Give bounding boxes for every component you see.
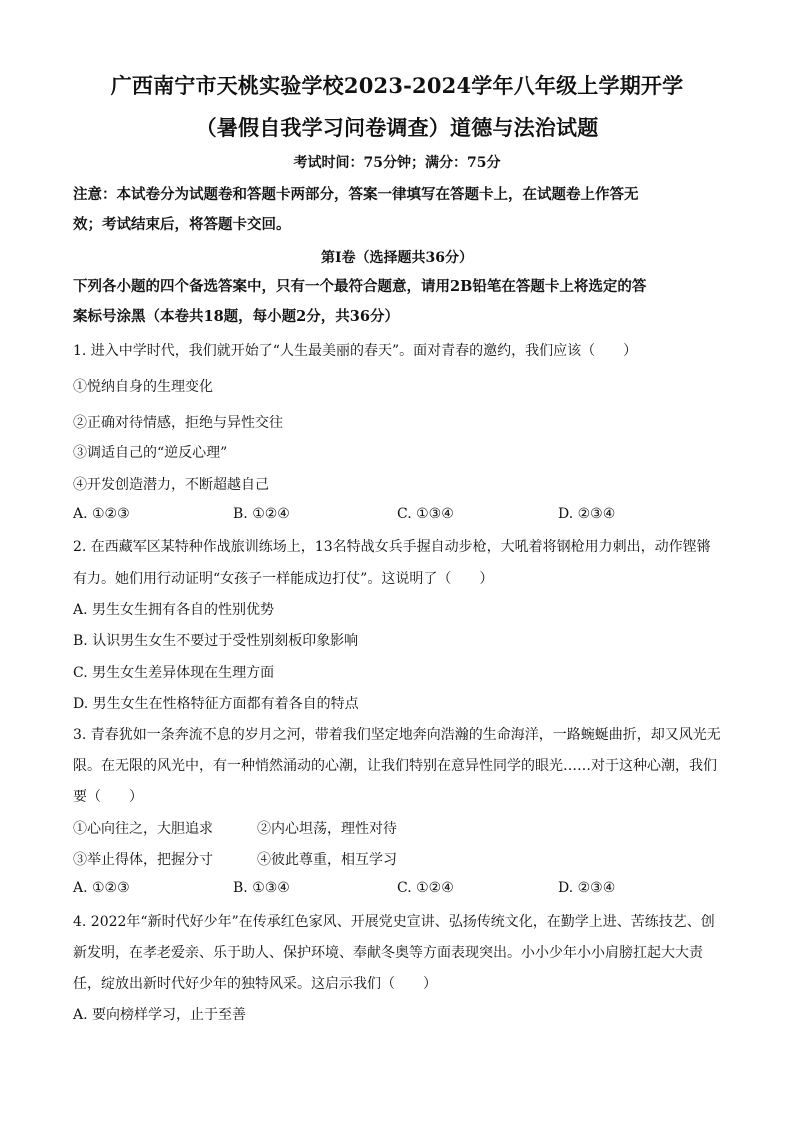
q4-option-a: A. 要向榜样学习，止于至善: [73, 1007, 247, 1023]
q1-statement-2: ②正确对待情感，拒绝与异性交往: [73, 415, 283, 431]
q1-statement-4: ④开发创造潜力，不断超越自己: [73, 477, 269, 493]
q2-stem-line1: 2. 在西藏军区某特种作战旅训练场上，13名特战女兵手握自动步枪，大吼着将钢枪用力刺出，动作铿锵: [73, 539, 711, 555]
q4-stem-line3: 任，绽放出新时代好少年的独特风采。这启示我们（ ）: [73, 976, 437, 992]
q3-statement-3: ③举止得体，把握分寸: [73, 852, 213, 868]
section-instruction-line2: 案标号涂黑（本卷共18题，每小题2分，共36分）: [73, 308, 399, 325]
exam-title-line1: 广西南宁市天桃实验学校2023-2024学年八年级上学期开学: [110, 73, 684, 98]
q1-option-b: B. ①②④: [233, 506, 290, 522]
q1-option-c: C. ①③④: [397, 506, 454, 522]
q2-option-c: C. 男生女生差异体现在生理方面: [73, 665, 275, 681]
q3-option-b: B. ①③④: [233, 880, 290, 896]
q3-statement-2: ②内心坦荡，理性对待: [257, 821, 397, 837]
section-title: 第Ⅰ卷（选择题共36分）: [320, 250, 474, 266]
q1-statement-3: ③调适自己的“逆反心理”: [73, 445, 228, 461]
q2-option-a: A. 男生女生拥有各自的性别优势: [73, 602, 275, 618]
q1-statement-1: ①悦纳自身的生理变化: [73, 379, 213, 395]
exam-info: 考试时间：75分钟；满分：75分: [293, 155, 501, 171]
q1-option-d: D. ②③④: [558, 506, 616, 522]
q2-option-b: B. 认识男生女生不要过于受性别刻板印象影响: [73, 633, 359, 649]
q4-stem-line2: 新发明，在孝老爱亲、乐于助人、保护环境、奉献冬奥等方面表现突出。小小少年小小肩膀扛起大大责: [73, 945, 703, 961]
q4-stem-line1: 4. 2022年“新时代好少年”在传承红色家风、开展党史宣讲、弘扬传统文化，在勤学上进、苦练技艺、创: [73, 914, 715, 930]
notice-line2: 效；考试结束后，将答题卡交回。: [73, 216, 291, 233]
q3-statement-1: ①心向往之，大胆追求: [73, 821, 213, 837]
notice-line1: 注意：本试卷分为试题卷和答题卡两部分，答案一律填写在答题卡上，在试题卷上作答无: [73, 186, 639, 203]
q1-option-a: A. ①②③: [73, 506, 130, 522]
q3-option-a: A. ①②③: [73, 880, 130, 896]
q3-option-d: D. ②③④: [558, 880, 616, 896]
exam-title-line2: （暑假自我学习问卷调查）道德与法治试题: [195, 115, 599, 140]
q3-stem-line3: 要（ ）: [73, 789, 143, 805]
q3-stem-line2: 限。在无限的风光中，有一种悄然涌动的心潮，让我们特别在意异性同学的眼光……对于这种心潮，我们: [73, 758, 717, 774]
q1-stem: 1. 进入中学时代，我们就开始了“人生最美丽的春天”。面对青春的邀约，我们应该（ ）: [73, 343, 638, 359]
q3-stem-line1: 3. 青春犹如一条奔流不息的岁月之河，带着我们坚定地奔向浩瀚的生命海洋，一路蜿蜒曲折，却又风光无: [73, 727, 721, 743]
q3-statement-4: ④彼此尊重，相互学习: [257, 852, 397, 868]
section-instruction-line1: 下列各小题的四个备选答案中，只有一个最符合题意，请用2B铅笔在答题卡上将选定的答: [73, 278, 647, 295]
q3-option-c: C. ①②④: [397, 880, 454, 896]
q2-option-d: D. 男生女生在性格特征方面都有着各自的特点: [73, 696, 359, 712]
q2-stem-line2: 有力。她们用行动证明“女孩子一样能成边打仗”。这说明了（ ）: [73, 571, 494, 587]
